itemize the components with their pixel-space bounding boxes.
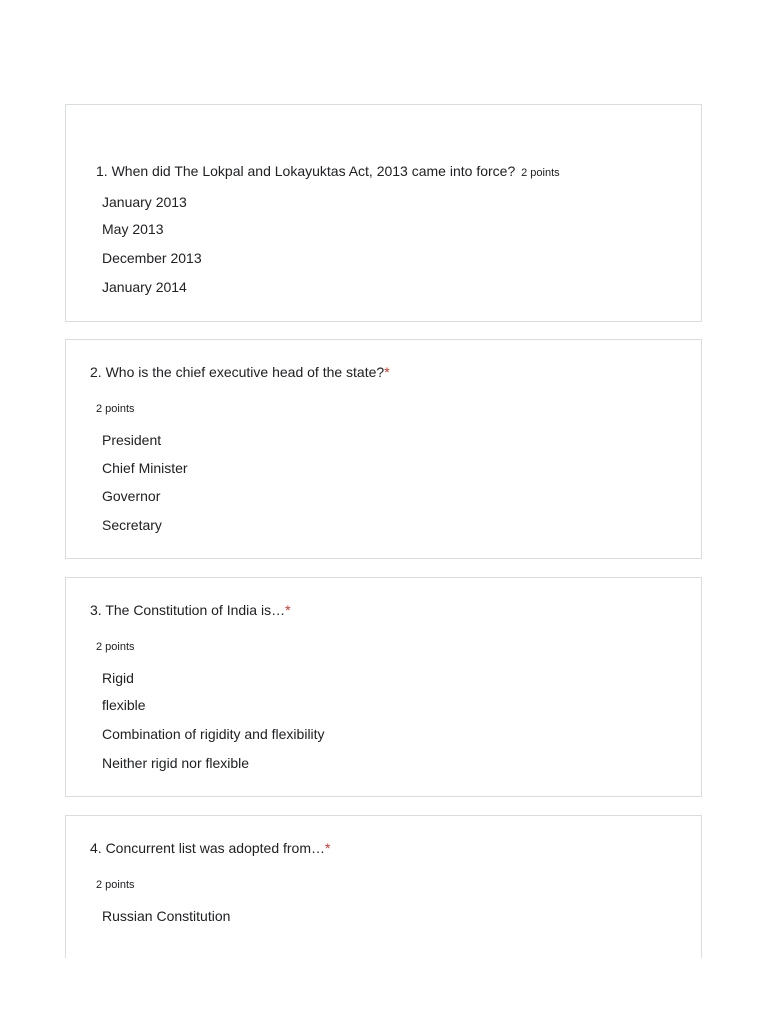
question-title: [90, 363, 390, 381]
question-card-4: [65, 815, 702, 975]
points-label: 2 points: [521, 167, 560, 179]
option-item[interactable]: Governor: [102, 488, 161, 504]
option-item[interactable]: Combination of rigidity and flexibility: [102, 726, 325, 742]
question-card-2: [65, 339, 702, 559]
option-item[interactable]: December 2013: [102, 250, 202, 266]
question-card-1: [65, 104, 702, 322]
required-asterisk: *: [384, 364, 390, 380]
question-title: [90, 839, 330, 857]
option-item[interactable]: President: [102, 432, 162, 448]
page-bottom-area: [0, 958, 768, 1024]
option-item[interactable]: Secretary: [102, 517, 162, 533]
question-text: 1. When did The Lokpal and Lokayuktas Act, 2013 came into force?: [96, 163, 516, 179]
option-item[interactable]: Chief Minister: [102, 460, 188, 476]
question-text: 3. The Constitution of India is…: [90, 602, 286, 618]
question-title: [96, 162, 560, 182]
question-text: 4. Concurrent list was adopted from…: [90, 840, 325, 856]
option-item[interactable]: flexible: [102, 697, 146, 713]
points-label: 2 points: [96, 403, 135, 415]
question-title: [90, 601, 291, 619]
points-label: 2 points: [96, 879, 135, 891]
option-item[interactable]: May 2013: [102, 221, 164, 237]
option-item[interactable]: Rigid: [102, 670, 134, 686]
question-card-3: [65, 577, 702, 797]
option-item[interactable]: January 2013: [102, 194, 187, 210]
option-item[interactable]: Russian Constitution: [102, 908, 231, 924]
option-item[interactable]: January 2014: [102, 279, 187, 295]
required-asterisk: *: [325, 840, 331, 856]
question-text: 2. Who is the chief executive head of the state?: [90, 364, 385, 380]
option-item[interactable]: Neither rigid nor flexible: [102, 755, 250, 771]
points-label: 2 points: [96, 641, 135, 653]
required-asterisk: *: [285, 602, 291, 618]
